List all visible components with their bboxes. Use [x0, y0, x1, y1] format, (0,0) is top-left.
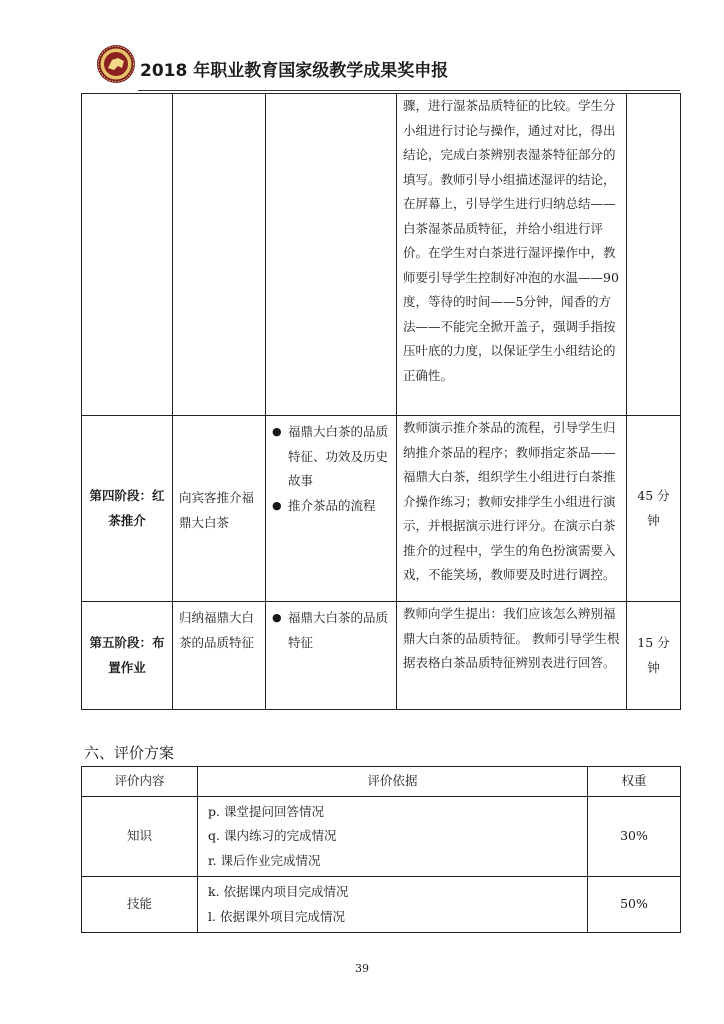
- column-header: 评价依据: [198, 767, 588, 797]
- criteria-item: k. 依据课内项目完成情况: [208, 884, 349, 899]
- table-header-row: [82, 767, 681, 797]
- content-cell: [266, 602, 397, 710]
- page-header: [96, 44, 656, 88]
- time-cell: 15 分钟: [627, 602, 681, 710]
- section-title: 六、评价方案: [84, 744, 175, 762]
- criteria-item: l. 依据课外项目完成情况: [208, 908, 345, 924]
- time-cell: 45 分钟: [627, 416, 681, 602]
- stage-cell: 第四阶段：红茶推介: [82, 416, 173, 602]
- criteria-item: r. 课后作业完成情况: [208, 852, 321, 868]
- table-row: [82, 877, 681, 933]
- task-cell: [173, 94, 266, 416]
- page-number: 39: [355, 962, 369, 975]
- header-divider: [138, 90, 680, 91]
- weight-cell: 30%: [588, 797, 681, 877]
- criteria-item: q. 课内练习的完成情况: [208, 828, 337, 844]
- criteria-item: p. 课堂提问回答情况: [208, 803, 324, 819]
- weight-cell: 50%: [588, 877, 681, 933]
- table-row: [82, 416, 681, 602]
- column-header: 权重: [588, 767, 681, 797]
- activity-cell: 骤，进行湿茶品质特征的比较。学生分小组进行讨论与操作，通过对比，得出结论，完成白茶辨别表湿茶特征部分的填写。教师引导小组描述湿评的结论，在屏幕上，引导学生进行归纳总结——白茶湿茶品质特征，并给小组进行评价。在学生对白茶进行湿评操作中，教师要引导学生控制好冲泡的水温——90度，等待的时间——5分钟，闻香的方法——不能完全掀开盖子，强调手指按压叶底的力度，以保证学生小组结论的正确性。: [397, 94, 627, 416]
- task-cell: 归纳福鼎大白茶的品质特征: [173, 602, 266, 710]
- content-cell: 技能: [82, 877, 198, 933]
- activity-cell: 教师演示推介茶品的流程，引导学生归纳推介茶品的程序；教师指定茶品——福鼎大白茶，组织学生小组进行白茶推介操作练习；教师安排学生小组进行演示，并根据演示进行评分。在演示白茶推介的过程中，学生的角色扮演需要入戏，不能笑场，教师要及时进行调控。: [397, 416, 627, 602]
- list-item: ● 福鼎大白茶的品质特征: [272, 606, 390, 655]
- content-cell: [266, 416, 397, 602]
- evaluation-table: [81, 766, 681, 933]
- table-row: [82, 797, 681, 877]
- stage-cell: 第五阶段：布置作业: [82, 602, 173, 710]
- criteria-cell: [198, 797, 588, 877]
- page-title: 2018 年职业教育国家级教学成果奖申报: [140, 61, 449, 81]
- time-cell: [627, 94, 681, 416]
- content-cell: [266, 94, 397, 416]
- task-cell: [173, 416, 266, 602]
- content-cell: 知识: [82, 797, 198, 877]
- criteria-cell: [198, 877, 588, 933]
- task-text: 向宾客推介福鼎大白茶: [179, 490, 255, 530]
- column-header: 评价内容: [82, 767, 198, 797]
- seal-logo-icon: [96, 44, 136, 84]
- table-row: [82, 94, 681, 416]
- activity-cell: 教师向学生提出：我们应该怎么辨别福鼎大白茶的品质特征。 教师引导学生根据表格白茶品质特征辨别表进行回答。: [397, 602, 627, 710]
- list-item: ● 推介茶品的流程: [272, 494, 390, 519]
- list-item: ● 福鼎大白茶的品质特征、功效及历史故事: [272, 420, 390, 494]
- activity-table: [81, 93, 681, 710]
- table-row: [82, 602, 681, 710]
- stage-cell: [82, 94, 173, 416]
